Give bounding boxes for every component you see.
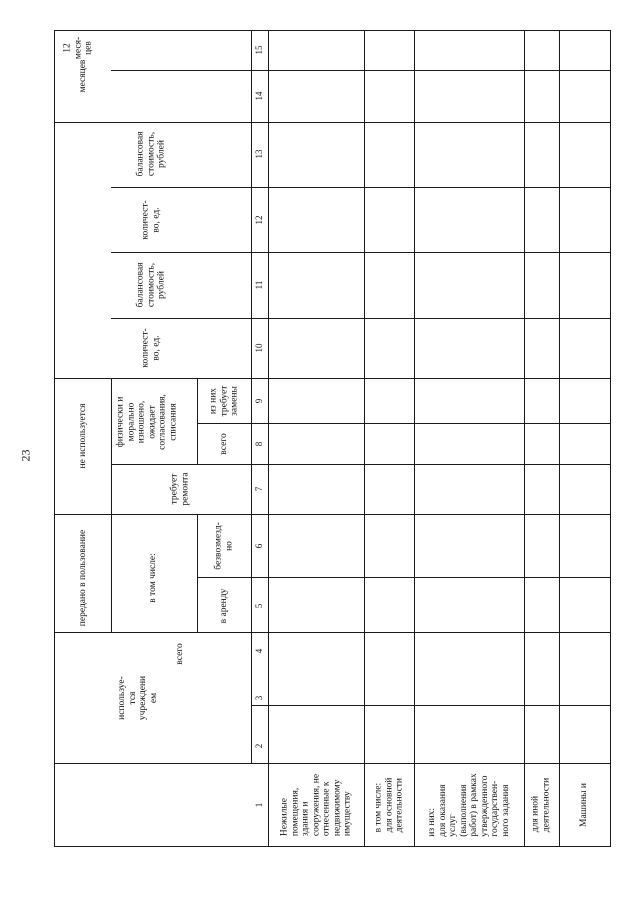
column-number-13: 13 (253, 149, 264, 159)
col-boundary-8-9 (197, 423, 611, 424)
col-boundary-7-8 (111, 464, 611, 465)
column-number-11: 11 (253, 280, 264, 290)
column-number-10: 10 (253, 343, 264, 353)
col-boundary-1-2 (54, 763, 611, 764)
row-separator-4 (559, 30, 560, 847)
row-separator-2 (414, 30, 415, 847)
header-free-of-charge: безвозмезд- но (213, 522, 234, 570)
row-label-core-activity: в том числе: для основной деятельности (373, 777, 405, 833)
column-number-14: 14 (253, 91, 264, 101)
header-divider-4 (251, 30, 252, 763)
col-boundary-14-15 (111, 70, 611, 71)
col-boundary-13-14 (54, 122, 611, 123)
col-boundary-9-10 (54, 378, 611, 379)
row-separator-3 (524, 30, 525, 847)
column-number-4: 4 (253, 648, 264, 654)
column-number-3: 3 (253, 695, 264, 701)
header-including: в том числе: (147, 553, 158, 603)
column-number-2: 2 (253, 743, 264, 749)
table-border-bottom (54, 846, 611, 847)
column-number-5: 5 (253, 603, 264, 609)
header-lease: в аренду (218, 588, 229, 624)
header-divider-2 (197, 378, 198, 464)
header-worn-out: физически и морально изношено, ожидает согласования, списания (115, 394, 178, 450)
column-number-6: 6 (253, 543, 264, 549)
header-book-value-b: балансовая стоимость, рублей (135, 131, 167, 177)
column-number-9: 9 (253, 398, 264, 404)
row-separator-1 (364, 30, 365, 847)
header-quantity-b: количест- во, ед. (140, 200, 161, 240)
header-transferred: передано в пользование (77, 529, 88, 627)
page-number: 23 (18, 449, 33, 462)
table-border-left (54, 30, 55, 847)
row-label-machines: Машины и (578, 783, 589, 827)
col-boundary-5-6 (197, 577, 611, 578)
column-number-15: 15 (253, 45, 264, 55)
col-boundary-11-12 (111, 252, 611, 253)
col-boundary-3-4 (54, 632, 611, 633)
header-divider-3 (197, 514, 198, 632)
header-months: месяцев (77, 59, 88, 93)
header-worn-total: всего (218, 433, 229, 455)
column-number-1: 1 (253, 802, 264, 808)
header-not-used: не используется (77, 403, 88, 469)
column-number-8: 8 (253, 441, 264, 447)
header-divider-1 (111, 378, 112, 632)
col-boundary-12-13 (111, 187, 611, 188)
header-12-months: 12 меся- цев (62, 36, 94, 60)
header-need-replacement: из них требует замены (208, 385, 240, 417)
col-boundary-6-7 (54, 514, 611, 515)
row-label-nonresidential-premises: Нежилые помещения, здания и сооружения, не отнесенные к недвижимому имуществу (279, 773, 353, 837)
table-border-top (54, 30, 611, 31)
row-label-state-assignment: из них: для оказания услуг (выполнения работ) в рамках утвержденного государствен- ного задания (427, 773, 511, 837)
column-number-7: 7 (253, 486, 264, 492)
table-border-right (610, 30, 611, 847)
column-number-12: 12 (253, 215, 264, 225)
header-total: всего (174, 643, 185, 665)
header-quantity-a: количест- во, ед. (140, 328, 161, 368)
header-divider-5 (268, 30, 269, 847)
col-boundary-10-11 (111, 318, 611, 319)
header-needs-repair: требует ремонта (169, 472, 190, 506)
header-book-value-a: балансовая стоимость, рублей (135, 262, 167, 308)
header-used-by-institution: используе- тся учреждени ем (117, 675, 159, 721)
row-label-other-activity: для иной деятельности (530, 777, 551, 833)
col-boundary-2-3 (251, 705, 611, 706)
